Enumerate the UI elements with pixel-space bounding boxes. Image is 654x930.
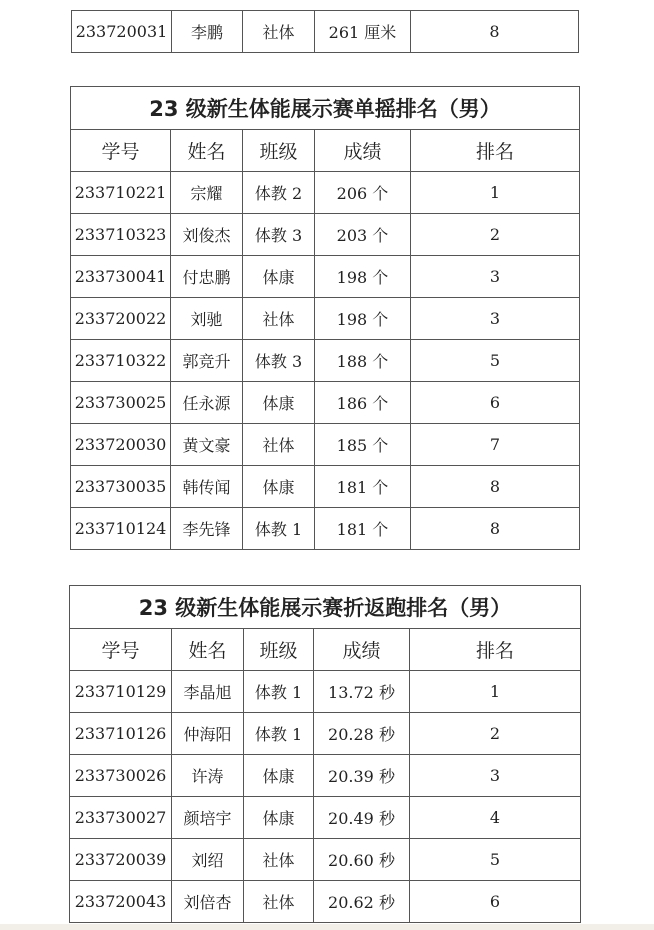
rank-cell: 6 <box>411 382 580 424</box>
student-name-cell: 黄文豪 <box>171 424 243 466</box>
table-row <box>71 508 580 550</box>
student-id-cell: 233720030 <box>71 424 171 466</box>
header-class: 班级 <box>244 629 314 671</box>
class-cell: 体教 1 <box>244 671 314 713</box>
student-id-cell: 233710322 <box>71 340 171 382</box>
rank-cell: 5 <box>411 340 580 382</box>
rank-cell: 2 <box>411 214 580 256</box>
student-name-cell: 任永源 <box>171 382 243 424</box>
student-id-cell: 233710126 <box>70 713 172 755</box>
class-cell: 体康 <box>244 797 314 839</box>
header-name: 姓名 <box>171 130 243 172</box>
student-id-cell: 233710221 <box>71 172 171 214</box>
rank-cell: 1 <box>410 671 581 713</box>
rank-cell: 3 <box>410 755 581 797</box>
header-row <box>71 130 580 172</box>
student-id-cell: 233710124 <box>71 508 171 550</box>
class-cell: 体教 3 <box>243 340 315 382</box>
header-name: 姓名 <box>172 629 244 671</box>
table-row <box>71 256 580 298</box>
student-name-cell: 宗耀 <box>171 172 243 214</box>
rank-cell: 1 <box>411 172 580 214</box>
student-id-cell: 233720022 <box>71 298 171 340</box>
class-cell: 社体 <box>243 298 315 340</box>
class-cell: 体康 <box>243 382 315 424</box>
rank-cell: 8 <box>411 466 580 508</box>
student-id-cell: 233720031 <box>72 11 172 53</box>
score-cell: 181 个 <box>315 508 411 550</box>
class-cell: 社体 <box>243 11 315 53</box>
table-row <box>71 172 580 214</box>
class-cell: 体康 <box>243 256 315 298</box>
score-cell: 206 个 <box>315 172 411 214</box>
student-name-cell: 刘绍 <box>172 839 244 881</box>
score-cell: 20.28 秒 <box>314 713 410 755</box>
student-id-cell: 233730025 <box>71 382 171 424</box>
student-name-cell: 刘驰 <box>171 298 243 340</box>
header-rank: 排名 <box>410 629 581 671</box>
student-id-cell: 233720039 <box>70 839 172 881</box>
student-id-cell: 233710323 <box>71 214 171 256</box>
top-partial-table <box>71 10 579 53</box>
table-row <box>70 671 581 713</box>
header-id: 学号 <box>70 629 172 671</box>
header-rank: 排名 <box>411 130 580 172</box>
rank-cell: 5 <box>410 839 581 881</box>
student-id-cell: 233710129 <box>70 671 172 713</box>
table-row <box>70 839 581 881</box>
class-cell: 社体 <box>243 424 315 466</box>
table-title: 23 级新生体能展示赛单摇排名（男） <box>71 87 580 130</box>
class-cell: 体康 <box>243 466 315 508</box>
rank-cell: 4 <box>410 797 581 839</box>
score-cell: 188 个 <box>315 340 411 382</box>
score-cell: 261 厘米 <box>315 11 411 53</box>
score-cell: 20.60 秒 <box>314 839 410 881</box>
table-row <box>71 424 580 466</box>
score-cell: 181 个 <box>315 466 411 508</box>
student-name-cell: 付忠鹏 <box>171 256 243 298</box>
student-id-cell: 233730027 <box>70 797 172 839</box>
rank-cell: 6 <box>410 881 581 923</box>
table-row <box>70 713 581 755</box>
student-id-cell: 233730035 <box>71 466 171 508</box>
rank-cell: 7 <box>411 424 580 466</box>
table-title: 23 级新生体能展示赛折返跑排名（男） <box>70 586 581 629</box>
student-name-cell: 许涛 <box>172 755 244 797</box>
score-cell: 20.39 秒 <box>314 755 410 797</box>
score-cell: 186 个 <box>315 382 411 424</box>
student-name-cell: 李晶旭 <box>172 671 244 713</box>
table-row <box>71 382 580 424</box>
table-row <box>70 755 581 797</box>
class-cell: 体康 <box>244 755 314 797</box>
score-cell: 13.72 秒 <box>314 671 410 713</box>
student-id-cell: 233730041 <box>71 256 171 298</box>
class-cell: 体教 3 <box>243 214 315 256</box>
score-cell: 198 个 <box>315 256 411 298</box>
shuttle-ranking-table <box>69 585 581 923</box>
rope-ranking-table <box>70 86 580 550</box>
student-name-cell: 仲海阳 <box>172 713 244 755</box>
score-cell: 20.49 秒 <box>314 797 410 839</box>
header-row <box>70 629 581 671</box>
table-row <box>72 11 579 53</box>
rank-cell: 2 <box>410 713 581 755</box>
class-cell: 体教 2 <box>243 172 315 214</box>
rank-cell: 3 <box>411 256 580 298</box>
rank-cell: 3 <box>411 298 580 340</box>
rank-cell: 8 <box>411 508 580 550</box>
class-cell: 体教 1 <box>243 508 315 550</box>
rank-cell: 8 <box>411 11 579 53</box>
student-id-cell: 233720043 <box>70 881 172 923</box>
table-row <box>71 298 580 340</box>
header-score: 成绩 <box>315 130 411 172</box>
student-name-cell: 李先锋 <box>171 508 243 550</box>
table-row <box>71 466 580 508</box>
student-name-cell: 颜培宇 <box>172 797 244 839</box>
table-row <box>70 797 581 839</box>
page-bottom-edge <box>0 924 654 930</box>
score-cell: 203 个 <box>315 214 411 256</box>
score-cell: 198 个 <box>315 298 411 340</box>
student-name-cell: 刘倍杏 <box>172 881 244 923</box>
class-cell: 社体 <box>244 839 314 881</box>
table-row <box>71 340 580 382</box>
class-cell: 体教 1 <box>244 713 314 755</box>
table-row <box>70 881 581 923</box>
class-cell: 社体 <box>244 881 314 923</box>
header-id: 学号 <box>71 130 171 172</box>
table-row <box>71 214 580 256</box>
student-name-cell: 韩传闻 <box>171 466 243 508</box>
student-name-cell: 李鹏 <box>172 11 243 53</box>
score-cell: 185 个 <box>315 424 411 466</box>
score-cell: 20.62 秒 <box>314 881 410 923</box>
student-name-cell: 刘俊杰 <box>171 214 243 256</box>
student-name-cell: 郭竞升 <box>171 340 243 382</box>
header-score: 成绩 <box>314 629 410 671</box>
student-id-cell: 233730026 <box>70 755 172 797</box>
header-class: 班级 <box>243 130 315 172</box>
